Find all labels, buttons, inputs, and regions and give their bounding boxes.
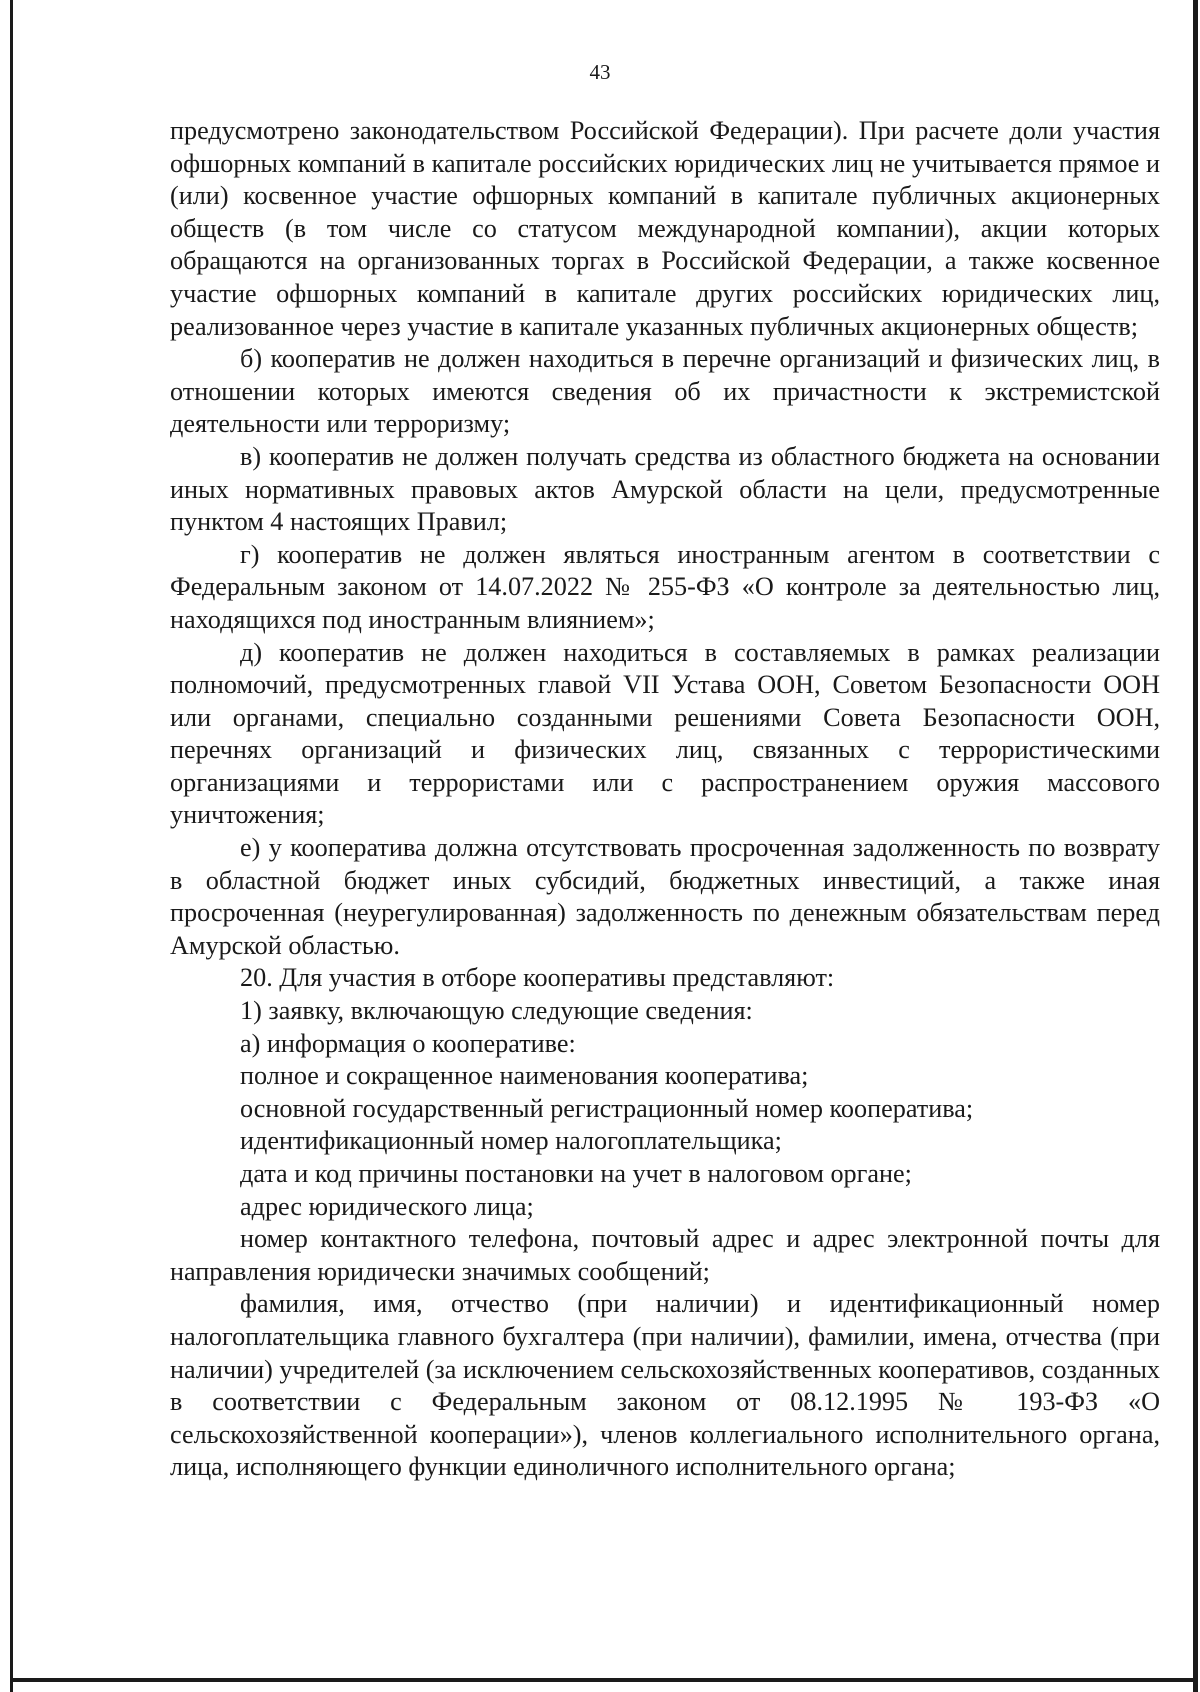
scan-edge-bottom bbox=[10, 1678, 1198, 1682]
paragraph-item-b: б) кооператив не должен находиться в перечне организаций и физических лиц, в отношении которых имеются сведения об их причастности к экстремистской деятельности или терроризму; bbox=[170, 344, 1160, 439]
scan-edge-right bbox=[1193, 0, 1198, 1692]
paragraph-subitem-a: а) информация о кооперативе: bbox=[240, 1028, 576, 1058]
paragraph-subitem-1: 1) заявку, включающую следующие сведения: bbox=[240, 996, 753, 1026]
page-number: 43 bbox=[589, 60, 611, 84]
paragraph-section-20: 20. Для участия в отборе кооперативы представляют: bbox=[240, 963, 835, 993]
document-body bbox=[170, 115, 1160, 1484]
paragraph-item-d: д) кооператив не должен находиться в составляемых в рамках реализации полномочий, предусмотренных главой VII Устава ООН, Советом Безопасности ООН или органами, специально созданными решениями Совета Безопасности ООН, перечнях организаций и физических лиц, связанных с террористическими организациями и террористами или с распространением оружия массового уничтожения; bbox=[170, 637, 1160, 830]
paragraph-list-ogrn: основной государственный регистрационный номер кооператива; bbox=[240, 1093, 974, 1123]
paragraph-continuation: предусмотрено законодательством Российской Федерации). При расчете доли участия офшорных компаний в капитале российских юридических лиц не учитывается прямое и (или) косвенное участие офшорных компаний в капитале публичных акционерных обществ (в том числе со статусом международной компании), акции которых обращаются на организованных торгах в Российской Федерации, а также косвенное участие офшорных компаний в капитале других российских юридических лиц, реализованное через участие в капитале указанных публичных акционерных обществ; bbox=[170, 116, 1160, 341]
paragraph-list-inn: идентификационный номер налогоплательщика; bbox=[240, 1126, 782, 1156]
paragraph-list-kpp: дата и код причины постановки на учет в налоговом органе; bbox=[240, 1159, 912, 1188]
paragraph-list-contacts: номер контактного телефона, почтовый адрес и адрес электронной почты для направления юридически значимых сообщений; bbox=[170, 1224, 1160, 1286]
paragraph-item-v: в) кооператив не должен получать средства из областного бюджета на основании иных нормативных правовых актов Амурской области на цели, предусмотренные пунктом 4 настоящих Правил; bbox=[170, 441, 1160, 537]
scan-edge-left bbox=[10, 0, 13, 1692]
paragraph-list-address: адрес юридического лица; bbox=[240, 1191, 534, 1221]
paragraph-item-g: г) кооператив не должен являться иностранным агентом в соответствии с Федеральным законом от 14.07.2022 № 255-ФЗ «О контроле за деятельностью лиц, находящихся под иностранным влиянием»; bbox=[170, 539, 1160, 634]
paragraph-list-persons: фамилия, имя, отчество (при наличии) и идентификационный номер налогоплательщика главного бухгалтера (при наличии), фамилии, имена, отчества (при наличии) учредителей (за исключением сельскохозяйственных кооперативов, созданных в соответствии с Федеральным законом от 08.12.1995 № 193-ФЗ «О сельскохозяйственной кооперации»), членов коллегиального исполнительного органа, лица, исполняющего функции единоличного исполнительного органа; bbox=[170, 1289, 1161, 1482]
paragraph-item-e: е) у кооператива должна отсутствовать просроченная задолженность по возврату в областной бюджет иных субсидий, бюджетных инвестиций, а также иная просроченная (неурегулированная) задолженность по денежным обязательствам перед Амурской областью. bbox=[170, 833, 1160, 960]
paragraph-list-name: полное и сокращенное наименования кооператива; bbox=[240, 1061, 809, 1091]
